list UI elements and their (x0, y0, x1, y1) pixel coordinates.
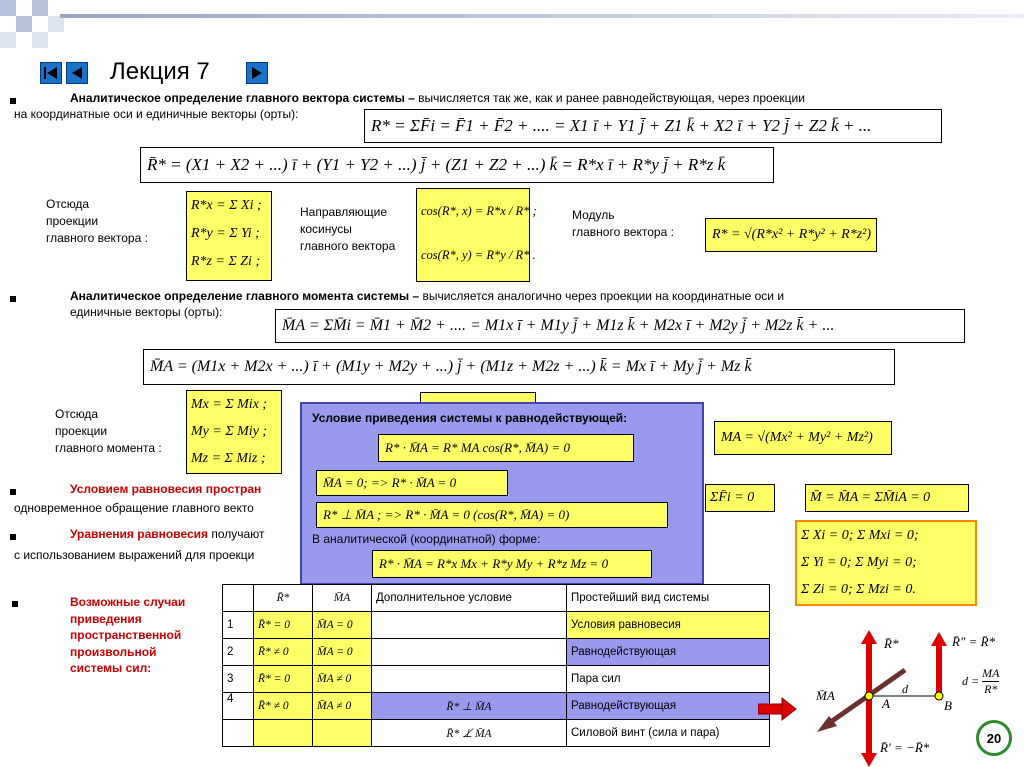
skip-back-icon (41, 63, 61, 83)
diagram-d-label: d (902, 682, 908, 696)
sec3-text: одновременное обращение главного векто (14, 501, 254, 515)
diagram-a-label: A (882, 696, 890, 711)
overlay-title: Условие приведения системы к равнодействующей: (312, 411, 628, 425)
overlay-f2: M̄A = 0; => R* · M̄A = 0 (316, 470, 508, 496)
diagram-b-label: B (944, 698, 952, 713)
proj1-label: Отсюда проекции главного вектора : (46, 197, 148, 245)
mod1-box: R* = √(R*x² + R*y² + R*z²) (705, 218, 877, 252)
table-row: 2 R̄* ≠ 0 M̄A = 0 Равнодействующая (223, 639, 770, 666)
bullet (10, 98, 16, 104)
next-page-button[interactable] (246, 62, 268, 84)
diagram-r2-top: R̄″ = R̄* (952, 634, 996, 649)
resultant-condition-panel (300, 402, 704, 585)
sec1-eq2: R̄* = (X1 + X2 + ...) ī + (Y1 + Y2 + ...) j̄ + (Z1 + Z2 + ...) k̄ = R*x ī + R*y j̄ + R*z k̄ (140, 147, 774, 183)
sec4-line2: с использованием выражений для проекци (14, 548, 255, 562)
prev-icon (67, 63, 87, 83)
mod1-label: Модуль главного вектора : (572, 208, 674, 239)
cases-table (222, 584, 770, 747)
next-icon (247, 63, 267, 83)
diagram-d-formula: d = $\frac{MA}{R*}$ (962, 666, 1000, 696)
prev-page-button[interactable] (66, 62, 88, 84)
sum-moments-box: M̄ = M̄A = ΣM̄iA = 0 (805, 484, 969, 512)
first-page-button[interactable] (40, 62, 62, 84)
bullet (10, 534, 16, 540)
sec2-eq2: M̄A = (M1x + M2x + ...) ī + (M1y + M2y + ...) j̄ + (M1z + M2z + ...) k̄ = Mx ī + My j̄ + Mz k̄ (143, 349, 895, 385)
overlay-subtitle: В аналитической (координатной) форме: (312, 532, 541, 546)
page-number: 20 (986, 730, 1002, 746)
page-title: Лекция 7 (110, 58, 210, 85)
table-row: 3 R̄* = 0 M̄A ≠ 0 Пара сил (223, 666, 770, 693)
diagram-r-bottom: R̄′ = −R̄* (880, 740, 930, 755)
table-row: 1 R̄* = 0 M̄A = 0 Условия равновесия (223, 612, 770, 639)
sec1-line1: Аналитическое определение главного вектора системы – вычисляется так же, как и ранее равнодействующая, через проекции (70, 91, 805, 105)
proj2-label: Отсюда проекции главного момента : (55, 407, 162, 455)
cases-label: Возможные случаи приведения пространственной произвольной системы сил: (70, 595, 186, 675)
sum-forces-box: ΣF̄i = 0 (705, 484, 775, 512)
bullet (12, 601, 18, 607)
diagram-m-label: M̄A (816, 688, 835, 703)
mod2-box: MA = √(Mx² + My² + Mz²) (714, 421, 892, 455)
equilibrium-equations-box: Σ Xi = 0; Σ Mxi = 0; Σ Yi = 0; Σ Myi = 0; Σ Zi = 0; Σ Mzi = 0. (795, 520, 977, 606)
sec1-line2: на координатные оси и единичные векторы (орты): (14, 107, 299, 121)
proj1-box: R*x = Σ Xi ; R*y = Σ Yi ; R*z = Σ Zi ; (186, 191, 272, 281)
overlay-f4: R* · M̄A = R*x Mx + R*y My + R*z Mz = 0 (372, 550, 652, 578)
overlay-f3: R* ⊥ M̄A ; => R* · M̄A = 0 (cos(R*, M̄A) = 0) (316, 502, 668, 528)
bullet (10, 296, 16, 302)
table-row: 4 R̄* ≠ 0 M̄A ≠ 0 R̄* ⊥ M̄A Равнодействующая (223, 693, 770, 720)
sec2-eq1: M̄A = ΣM̄i = M̄1 + M̄2 + .... = M1x ī + M1y j̄ + M1z k̄ + M2x ī + M2y j̄ + M2z k̄ + ... (275, 309, 965, 343)
top-rule (60, 14, 1024, 18)
sec1-eq1: R* = ΣF̄i = F̄1 + F̄2 + .... = X1 ī + Y1 j̄ + Z1 k̄ + X2 ī + Y2 j̄ + Z2 k̄ + ... (364, 109, 942, 143)
corner-decoration (0, 0, 80, 60)
proj2-box: Mx = Σ Mix ; My = Σ Miy ; Mz = Σ Miz ; (186, 390, 282, 474)
sec2-line1: Аналитическое определение главного момента системы – вычисляется аналогично через проекции на координатные оси и (70, 289, 785, 303)
cos1-box: cos(R*, x) = R*x / R* ; cos(R*, y) = R*y / R* . (416, 188, 530, 282)
sec2-line2: единичные векторы (орты): (70, 305, 223, 319)
sec3-heading: Условием равновесия простран (70, 482, 262, 496)
bullet (10, 489, 16, 495)
page-number-badge (976, 720, 1012, 756)
sec4-line1: Уравнения равновесия получают (70, 527, 265, 541)
pointer-arrow (758, 696, 798, 722)
overlay-f1: R* · M̄A = R* MA cos(R*, M̄A) = 0 (378, 434, 634, 462)
cos1-label: Направляющие косинусы главного вектора (300, 205, 396, 253)
table-row: R̄* ⊥̸ M̄A Силовой винт (сила и пара) (223, 720, 770, 747)
diagram-r-top: R̄* (884, 636, 899, 651)
table-header-row: R̄* M̄A Дополнительное условие Простейший вид системы (223, 585, 770, 612)
